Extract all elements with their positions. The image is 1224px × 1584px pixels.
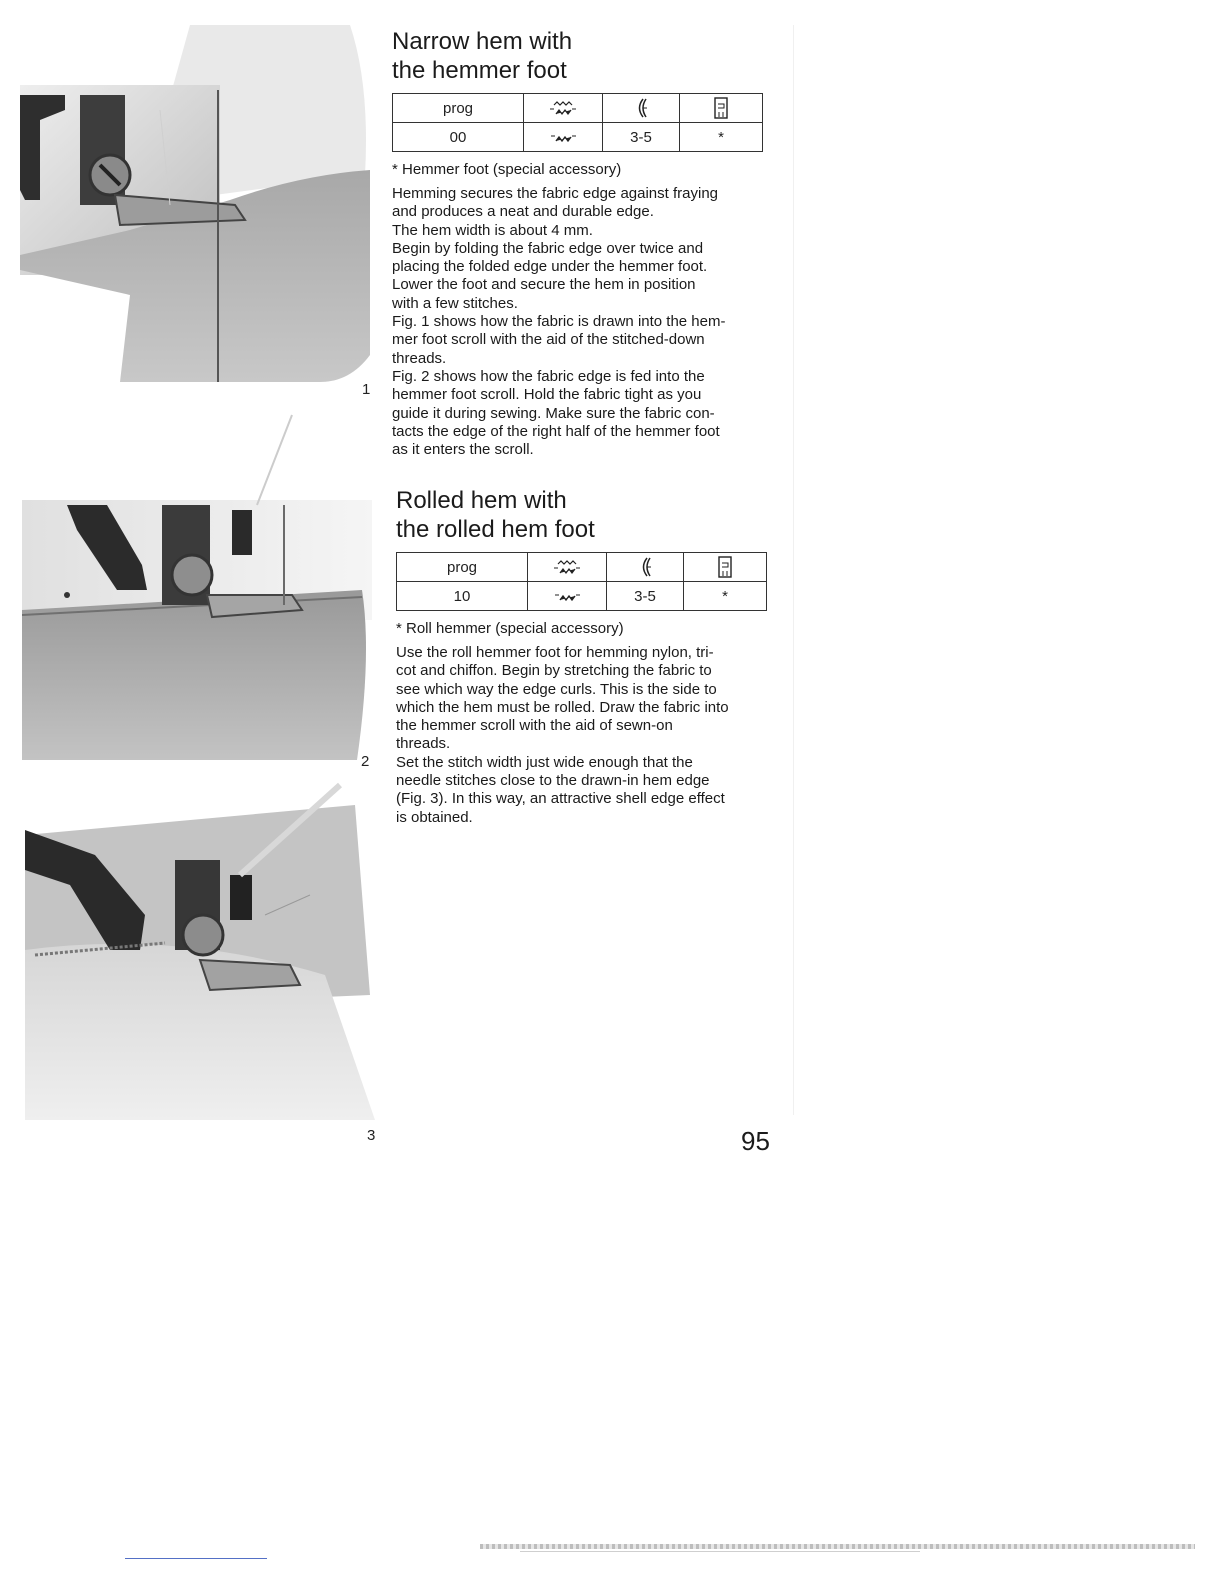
hemmer-foot-photo-icon-2 bbox=[22, 405, 372, 760]
presser-foot-icon bbox=[684, 553, 767, 582]
title-line: the hemmer foot bbox=[392, 57, 567, 84]
prog-label: prog bbox=[397, 553, 528, 582]
body-line: is obtained. bbox=[396, 808, 473, 826]
scan-edge-band bbox=[480, 1544, 1195, 1549]
figure-2-photo bbox=[22, 405, 372, 760]
accessory-note: * Roll hemmer (special accessory) bbox=[396, 620, 624, 637]
body-line: and produces a neat and durable edge. bbox=[392, 203, 654, 221]
hemmer-foot-photo-icon bbox=[20, 25, 370, 382]
body-line: needle stitches close to the drawn-in hem edge bbox=[396, 772, 710, 790]
body-line: hemmer foot scroll. Hold the fabric tight as you bbox=[392, 386, 702, 404]
body-line: Begin by folding the fabric edge over twice and bbox=[392, 239, 704, 257]
body-line: threads. bbox=[396, 735, 451, 753]
body-line: with a few stitches. bbox=[392, 294, 518, 312]
settings-table bbox=[396, 552, 767, 611]
page-number: 95 bbox=[741, 1126, 770, 1156]
settings-header-row bbox=[393, 94, 763, 123]
body-line: Hemming secures the fabric edge against fraying bbox=[392, 185, 719, 202]
width-value: 3-5 bbox=[607, 582, 684, 611]
body-line: Set the stitch width just wide enough that the bbox=[396, 753, 693, 771]
presser-foot-icon bbox=[680, 94, 763, 123]
body-line: see which way the edge curls. This is the side to bbox=[396, 680, 717, 698]
body-line: Fig. 2 shows how the fabric edge is fed into the bbox=[392, 367, 705, 385]
body-line: as it enters the scroll. bbox=[392, 441, 534, 459]
prog-value: 00 bbox=[393, 123, 524, 152]
section-body bbox=[396, 644, 768, 827]
rolled-hem-foot-photo-icon bbox=[25, 775, 375, 1120]
body-line: cot and chiffon. Begin by stretching the fabric to bbox=[396, 662, 712, 680]
overlock-stitch-icon bbox=[524, 123, 603, 152]
body-line: tacts the edge of the right half of the hemmer foot bbox=[392, 422, 720, 440]
section-body bbox=[392, 185, 764, 459]
body-line: Use the roll hemmer foot for hemming nylon, tri- bbox=[396, 644, 714, 661]
figure-1-number: 1 bbox=[362, 381, 371, 398]
body-line: the hemmer scroll with the aid of sewn-on bbox=[396, 717, 673, 735]
stitch-width-dial-icon bbox=[607, 553, 684, 582]
section-rolled-hem bbox=[396, 486, 768, 827]
figure-1-photo bbox=[20, 25, 370, 382]
column-edge-divider bbox=[793, 25, 794, 1115]
body-line: (Fig. 3). In this way, an attractive shell edge effect bbox=[396, 790, 725, 808]
overlock-stitch-icon bbox=[528, 582, 607, 611]
body-line: which the hem must be rolled. Draw the fabric into bbox=[396, 698, 729, 716]
settings-header-row bbox=[397, 553, 767, 582]
overlock-stitch-icon bbox=[528, 553, 607, 582]
section-title bbox=[392, 27, 764, 85]
settings-table bbox=[392, 93, 763, 152]
figure-3-number: 3 bbox=[367, 1127, 376, 1144]
stitch-width-dial-icon bbox=[603, 94, 680, 123]
foot-value: * bbox=[680, 123, 763, 152]
width-value: 3-5 bbox=[603, 123, 680, 152]
body-line: The hem width is about 4 mm. bbox=[392, 221, 593, 239]
settings-value-row bbox=[397, 582, 767, 611]
title-line: the rolled hem foot bbox=[396, 516, 595, 543]
section-narrow-hem bbox=[392, 27, 764, 459]
body-line: mer foot scroll with the aid of the stitched-down bbox=[392, 331, 705, 349]
figure-3-photo bbox=[25, 775, 375, 1120]
section-title bbox=[396, 486, 768, 544]
body-line: placing the folded edge under the hemmer foot. bbox=[392, 258, 708, 276]
title-line: Narrow hem with bbox=[392, 28, 573, 55]
figure-2-number: 2 bbox=[361, 753, 370, 770]
settings-value-row bbox=[393, 123, 763, 152]
scan-margin-line bbox=[125, 1558, 267, 1559]
title-line: Rolled hem with bbox=[396, 487, 567, 514]
body-line: Fig. 1 shows how the fabric is drawn into the hem- bbox=[392, 313, 726, 331]
scan-edge-line bbox=[520, 1551, 920, 1552]
accessory-note: * Hemmer foot (special accessory) bbox=[392, 161, 622, 178]
body-line: Lower the foot and secure the hem in position bbox=[392, 276, 696, 294]
body-line: threads. bbox=[392, 349, 447, 367]
body-line: guide it during sewing. Make sure the fabric con- bbox=[392, 404, 715, 422]
prog-value: 10 bbox=[397, 582, 528, 611]
overlock-stitch-icon bbox=[524, 94, 603, 123]
prog-label: prog bbox=[393, 94, 524, 123]
foot-value: * bbox=[684, 582, 767, 611]
